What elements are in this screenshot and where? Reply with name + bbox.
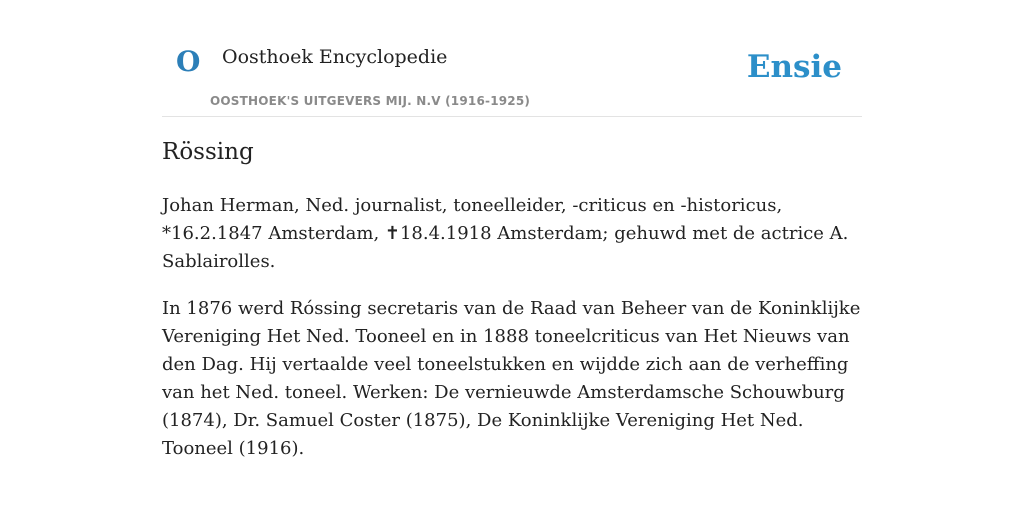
entry-title: Rössing (162, 139, 254, 165)
entry-paragraph: Johan Herman, Ned. journalist, toneelleider, -criticus en -historicus, *16.2.1847 Amsterdam, ✝18.4.1918 Amsterdam; gehuwd met de actrice A. Sablairolles. (162, 194, 849, 272)
source-logo-icon[interactable]: O (176, 45, 201, 78)
source-publisher: OOSTHOEK'S UITGEVERS MIJ. N.V (1916-1925) (210, 94, 531, 108)
article (162, 138, 862, 482)
source-header (162, 0, 862, 117)
source-title-link[interactable]: Oosthoek Encyclopedie (222, 46, 448, 68)
entry-paragraph: In 1876 werd Róssing secretaris van de Raad van Beheer van de Koninklijke Vereniging Het Ned. Tooneel en in 1888 toneelcriticus van Het Nieuws van den Dag. Hij vertaalde veel toneelstukken en wijdde zich aan de verheffing van het Ned. toneel. Werken: De vernieuwde Amsterdamsche Schouwburg (1874), Dr. Samuel Coster (1875), De Koninklijke Vereniging Het Ned. Tooneel (1916). (162, 297, 861, 459)
ensie-logo-link[interactable]: Ensie (746, 49, 842, 85)
